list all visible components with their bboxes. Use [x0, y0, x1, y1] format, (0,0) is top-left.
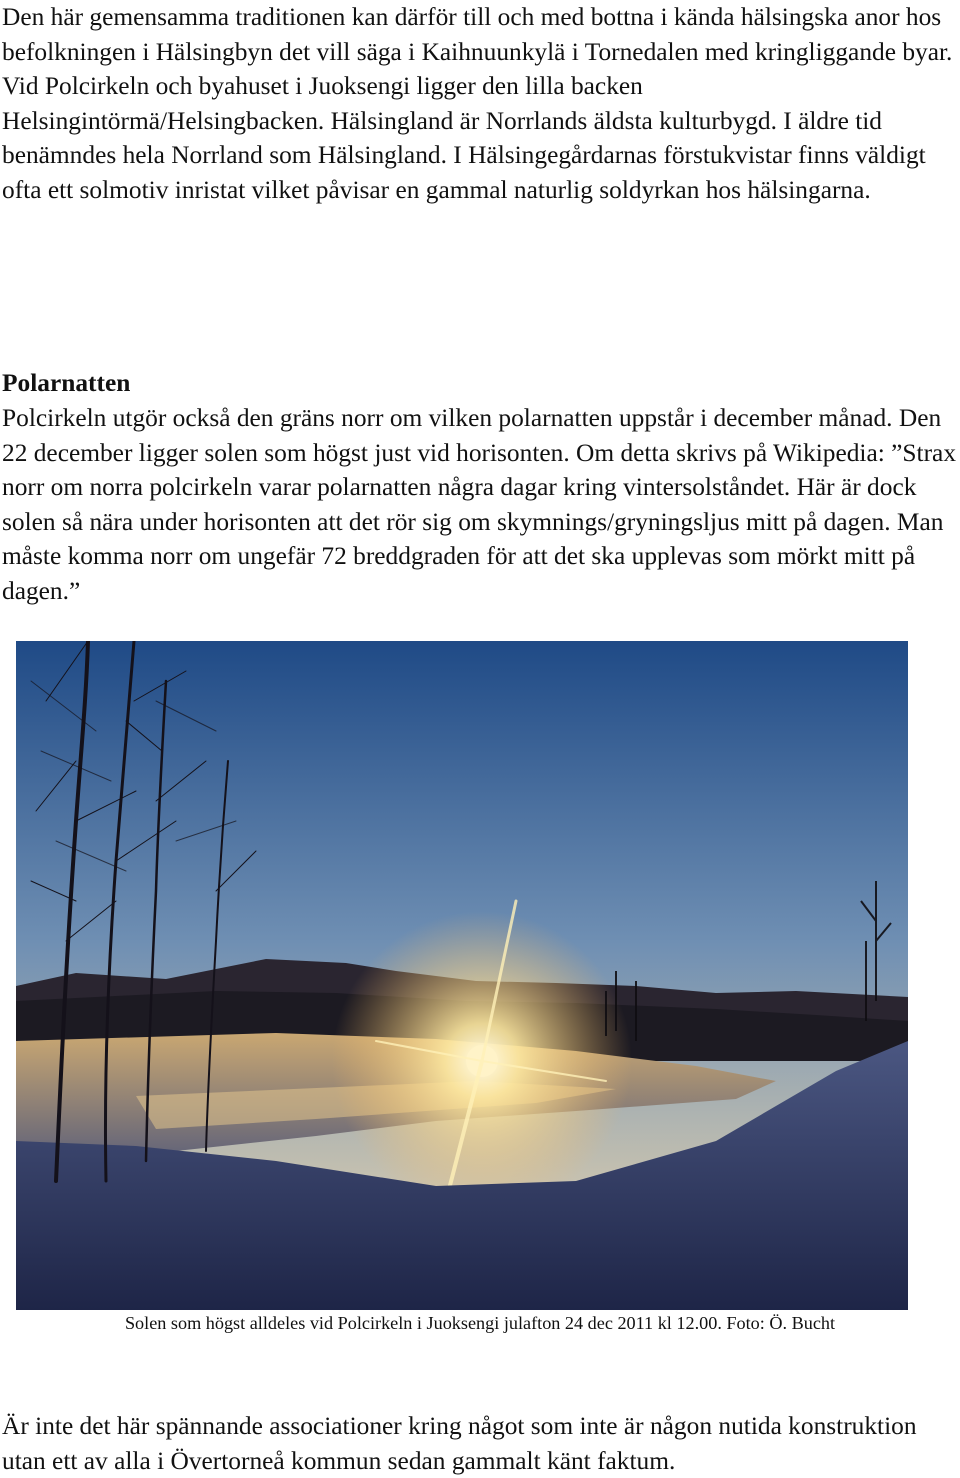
section-heading-polarnatten: Polarnatten: [2, 369, 131, 397]
photo-caption: Solen som högst alldeles vid Polcirkeln i Juoksengi julafton 24 dec 2011 kl 12.00. Foto: Ö. Bucht: [124, 1313, 836, 1333]
intro-paragraph: Den här gemensamma traditionen kan därför till och med bottna i kända hälsingska anor hos befolkningen i Hälsingbyn det vill säga i Kaihnuunkylä i Tornedalen med kringliggande byar. Vid Polcirkeln och byahuset i Juoksengi ligger den lilla backen Helsingintörmä/Helsingbacken. Hälsingland är Norrlands äldsta kulturbygd. I äldre tid benämndes hela Norrland som Hälsingland. I Hälsingegårdarnas förstukvistar finns väldigt ofta ett solmotiv inristat vilket påvisar en gammal naturlig soldyrkan hos hälsingarna.: [2, 3, 953, 204]
closing-paragraph: Är inte det här spännande associationer kring något som inte är någon nutida konstruktion utan ett av alla i Övertorneå kommun sedan gammalt känt faktum.: [2, 1412, 917, 1475]
sunset-photo: [16, 641, 908, 1310]
polarnatten-paragraph: Polcirkeln utgör också den gräns norr om vilken polarnatten uppstår i december månad. Den 22 december ligger solen som högst just vid horisonten. Om detta skrivs på Wikipedia: ”Strax norr om norra polcirkeln varar polarnatten några dagar kring vintersolståndet. Här är dock solen så nära under horisonten att det rör sig om skymnings/gryningsljus mitt på dagen. Man måste komma norr om ungefär 72 breddgraden för att det ska upplevas som mörkt mitt på dagen.”: [2, 404, 957, 605]
